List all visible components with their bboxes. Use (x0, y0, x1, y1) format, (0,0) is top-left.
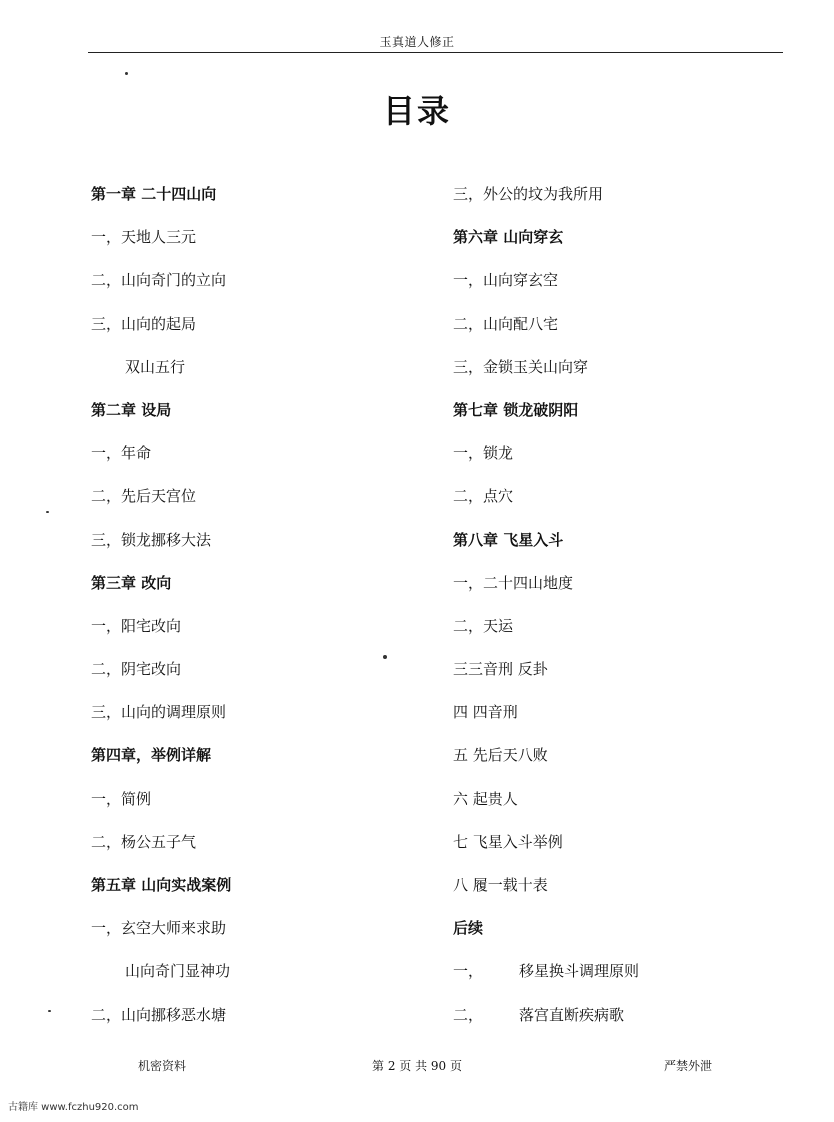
toc-section-entry (453, 571, 783, 614)
toc-chapter-heading (91, 571, 411, 614)
toc-section-entry (91, 830, 411, 873)
toc-section-entry (91, 916, 411, 959)
toc-entry-label: 第三章 改向 (91, 573, 172, 592)
toc-entry-label: 三，锁龙挪移大法 (91, 530, 212, 549)
toc-chapter-heading (91, 398, 411, 441)
toc-section-entry (453, 355, 783, 398)
toc-right-column (453, 182, 783, 1046)
toc-entry-label: 一，玄空大师来求助 (91, 919, 227, 938)
toc-chapter-heading (453, 916, 783, 959)
toc-section-entry (91, 787, 411, 830)
toc-entry-label: 二，阴宅改向 (91, 660, 182, 679)
toc-entry-label: 第二章 设局 (91, 400, 172, 419)
toc-entry-label: 二，杨公五子气 (91, 832, 197, 851)
toc-section-entry (453, 700, 783, 743)
toc-section-entry (453, 182, 783, 225)
toc-section-entry (453, 312, 783, 355)
toc-entry-label: 一，天地人三元 (91, 228, 197, 247)
toc-entry-title: 落宫直断疾病歌 (519, 1005, 625, 1024)
toc-section-entry (91, 1003, 411, 1046)
toc-entry-label: 五 先后天八败 (453, 746, 548, 765)
toc-entry-label: 一，年命 (91, 444, 152, 463)
toc-title: 目录 (382, 92, 451, 130)
toc-section-entry (91, 614, 411, 657)
toc-section-entry (453, 268, 783, 311)
toc-entry-label: 四 四音刑 (453, 703, 518, 722)
toc-entry-label: 一，二十四山地度 (453, 573, 574, 592)
scan-speck (383, 655, 387, 659)
toc-entry-label: 三，金锁玉关山向穿 (453, 357, 589, 376)
toc-chapter-heading (453, 398, 783, 441)
footer-page-number: 第 2 页 共 90 页 (372, 1059, 462, 1073)
toc-section-entry (91, 657, 411, 700)
toc-entry-label: 一，锁龙 (453, 444, 514, 463)
toc-section-entry (453, 830, 783, 873)
toc-entry-label: 七 飞星入斗举例 (453, 832, 563, 851)
toc-section-entry (453, 787, 783, 830)
toc-entry-label: 二，天运 (453, 616, 514, 635)
toc-left-column (91, 182, 411, 1046)
toc-entry-label: 第四章，举例详解 (91, 746, 212, 765)
footer-confidential: 机密资料 (138, 1059, 187, 1073)
scan-speck (125, 72, 128, 75)
toc-entry-label: 第一章 二十四山向 (91, 185, 217, 203)
toc-entry-label: 二，先后天宫位 (91, 487, 197, 506)
site-watermark: 古籍库 www.fczhu920.com (8, 1102, 139, 1113)
toc-entry-label: 三，山向的起局 (91, 314, 197, 333)
toc-section-entry (91, 484, 411, 527)
toc-section-entry (453, 959, 783, 1002)
toc-section-entry (453, 441, 783, 484)
toc-section-entry (91, 355, 411, 398)
toc-entry-label: 一，简例 (91, 789, 152, 808)
toc-section-entry (91, 528, 411, 571)
toc-entry-label: 二，山向挪移恶水塘 (91, 1005, 227, 1024)
toc-entry-label: 三，外公的坟为我所用 (453, 185, 604, 203)
toc-entry-label: 二， (453, 1005, 484, 1024)
toc-section-entry (453, 743, 783, 786)
toc-section-entry (453, 873, 783, 916)
toc-entry-label: 三三音刑 反卦 (453, 660, 548, 679)
header-divider (88, 52, 783, 53)
toc-entry-label: 二，山向配八宅 (453, 314, 559, 333)
toc-entry-label: 双山五行 (125, 357, 186, 376)
toc-entry-title: 移星换斗调理原则 (519, 962, 640, 981)
toc-chapter-heading (453, 225, 783, 268)
toc-entry-label: 后续 (453, 919, 484, 938)
toc-entry-label: 二，山向奇门的立向 (91, 271, 227, 290)
toc-section-entry (91, 441, 411, 484)
toc-chapter-heading (453, 528, 783, 571)
toc-section-entry (453, 1003, 783, 1046)
toc-section-entry (453, 657, 783, 700)
toc-entry-label: 一， (453, 962, 484, 981)
running-header: 玉真道人修正 (379, 35, 455, 49)
toc-chapter-heading (91, 182, 411, 225)
toc-section-entry (453, 484, 783, 527)
toc-entry-label: 第五章 山向实战案例 (91, 876, 232, 894)
toc-entry-label: 三，山向的调理原则 (91, 703, 227, 722)
toc-entry-label: 一，山向穿玄空 (453, 271, 559, 290)
toc-entry-label: 第七章 锁龙破阴阳 (453, 400, 579, 419)
footer-no-leak: 严禁外泄 (664, 1059, 713, 1073)
toc-entry-label: 一，阳宅改向 (91, 616, 182, 635)
toc-entry-label: 第八章 飞星入斗 (453, 530, 564, 549)
toc-entry-label: 第六章 山向穿玄 (453, 228, 564, 247)
toc-section-entry (91, 959, 411, 1002)
toc-section-entry (91, 225, 411, 268)
toc-chapter-heading (91, 743, 411, 786)
toc-entry-label: 八 履一载十表 (453, 876, 548, 894)
toc-entry-label: 山向奇门显神功 (125, 962, 231, 981)
toc-entry-label: 六 起贵人 (453, 789, 518, 808)
toc-section-entry (91, 268, 411, 311)
scan-speck (46, 511, 49, 513)
toc-section-entry (453, 614, 783, 657)
toc-entry-label: 二，点穴 (453, 487, 514, 506)
scan-speck (48, 1010, 51, 1012)
toc-section-entry (91, 700, 411, 743)
toc-chapter-heading (91, 873, 411, 916)
toc-section-entry (91, 312, 411, 355)
